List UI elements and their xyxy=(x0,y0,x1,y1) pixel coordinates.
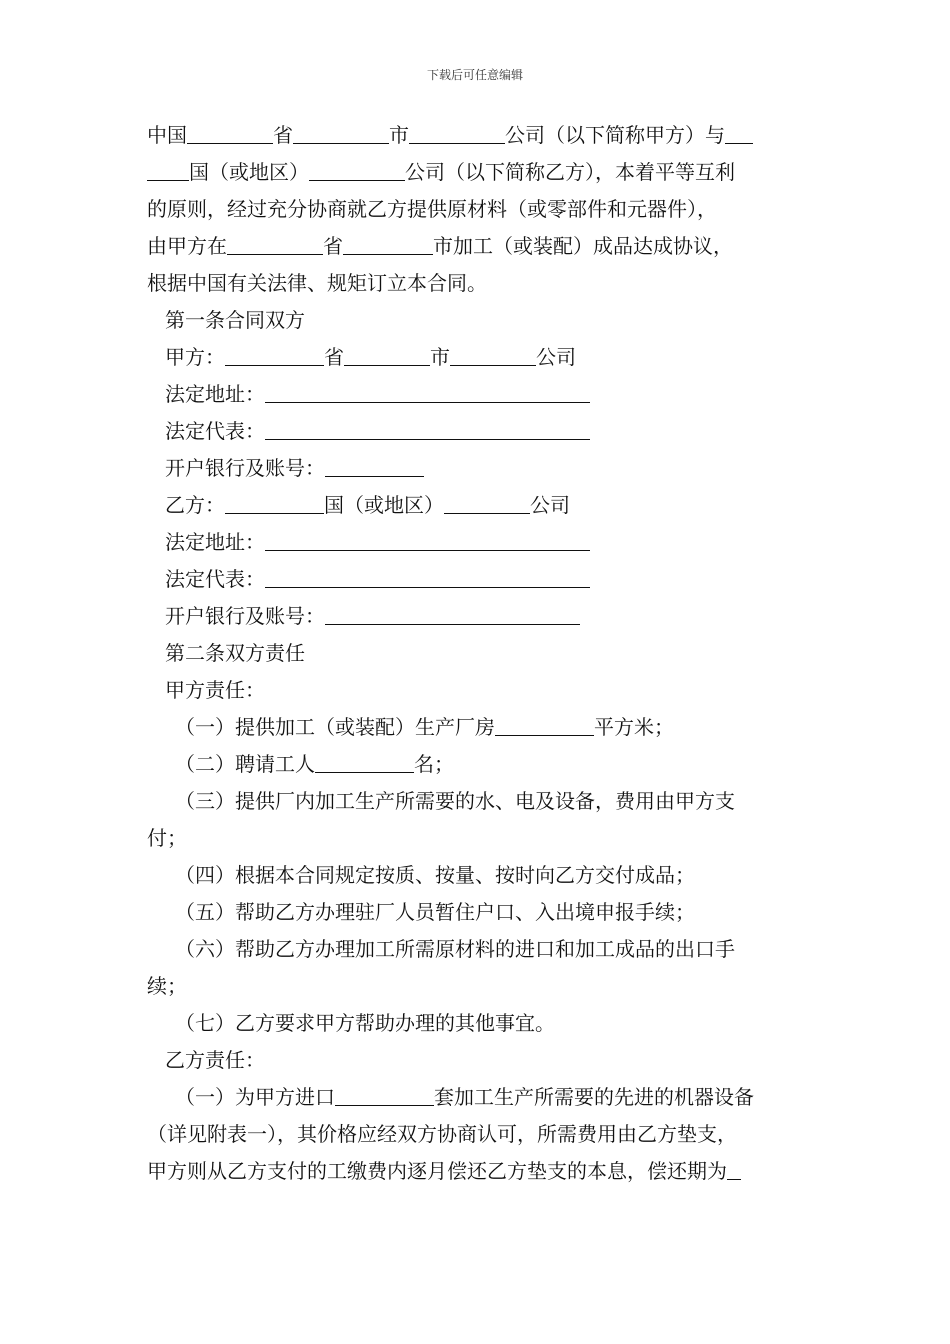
blank-field[interactable] xyxy=(265,532,590,551)
text: （一）提供加工（或装配）生产厂房 xyxy=(175,715,495,739)
text: 省 xyxy=(324,345,344,369)
a-duty-6-line-2: 续； xyxy=(147,974,187,998)
text: 市加工（或装配）成品达成协议， xyxy=(433,234,733,258)
b-duty-1-line-3 xyxy=(147,1153,817,1190)
text: 套加工生产所需要的先进的机器设备 xyxy=(434,1085,754,1109)
text: 平方米； xyxy=(594,715,674,739)
a-duty-4: （四）根据本合同规定按质、按量、按时向乙方交付成品； xyxy=(175,863,695,887)
text: 法定代表： xyxy=(165,567,265,591)
text: 公司 xyxy=(530,493,570,517)
preamble-line-4 xyxy=(147,228,817,265)
party-a-line xyxy=(147,339,817,376)
party-b-bank xyxy=(147,598,817,635)
blank-field[interactable] xyxy=(444,495,530,514)
text: 开户银行及账号： xyxy=(165,456,325,480)
text: 法定地址： xyxy=(165,382,265,406)
blank-field[interactable] xyxy=(265,384,590,403)
blank-field[interactable] xyxy=(343,236,433,255)
text: 市 xyxy=(430,345,450,369)
preamble-line-2 xyxy=(147,154,817,191)
text: （一）为甲方进口 xyxy=(175,1085,335,1109)
text: 公司（以下简称乙方），本着平等互利 xyxy=(405,160,735,184)
text: 中国 xyxy=(147,123,187,147)
blank-field[interactable] xyxy=(325,606,580,625)
party-a-duties-title: 甲方责任： xyxy=(165,678,265,702)
blank-field[interactable] xyxy=(315,754,414,773)
text: 省 xyxy=(273,123,293,147)
blank-field[interactable] xyxy=(727,1161,741,1180)
preamble-line-1 xyxy=(147,117,817,154)
a-duty-7: （七）乙方要求甲方帮助办理的其他事宜。 xyxy=(175,1011,555,1035)
text: 法定代表： xyxy=(165,419,265,443)
preamble-line-3: 的原则，经过充分协商就乙方提供原材料（或零部件和元器件）， xyxy=(147,197,717,221)
text: 市 xyxy=(389,123,409,147)
text: （二）聘请工人 xyxy=(175,752,315,776)
text: 法定地址： xyxy=(165,530,265,554)
text: 国（或地区） xyxy=(324,493,444,517)
blank-field[interactable] xyxy=(450,347,536,366)
page-header: 下载后可任意编辑 xyxy=(426,68,523,82)
text: 国（或地区） xyxy=(189,160,309,184)
party-b-address xyxy=(147,524,817,561)
a-duty-2 xyxy=(147,746,817,783)
blank-field[interactable] xyxy=(309,162,405,181)
blank-field[interactable] xyxy=(293,125,389,144)
blank-field[interactable] xyxy=(227,236,323,255)
blank-field[interactable] xyxy=(265,421,590,440)
article-1-title: 第一条合同双方 xyxy=(165,308,305,332)
blank-field[interactable] xyxy=(335,1087,434,1106)
text: 公司（以下简称甲方）与 xyxy=(505,123,725,147)
a-duty-6-line-1: （六）帮助乙方办理加工所需原材料的进口和加工成品的出口手 xyxy=(175,937,735,961)
blank-field[interactable] xyxy=(725,125,753,144)
a-duty-3-line-2: 付； xyxy=(147,826,187,850)
text: 开户银行及账号： xyxy=(165,604,325,628)
a-duty-3-line-1: （三）提供厂内加工生产所需要的水、电及设备，费用由甲方支 xyxy=(175,789,735,813)
text: 省 xyxy=(323,234,343,258)
b-duty-1-line-1 xyxy=(147,1079,817,1116)
text: 由甲方在 xyxy=(147,234,227,258)
blank-field[interactable] xyxy=(225,347,324,366)
blank-field[interactable] xyxy=(187,125,273,144)
blank-field[interactable] xyxy=(147,162,189,181)
contract-body xyxy=(147,117,817,1190)
a-duty-5: （五）帮助乙方办理驻厂人员暂住户口、入出境申报手续； xyxy=(175,900,695,924)
party-b-representative xyxy=(147,561,817,598)
blank-field[interactable] xyxy=(409,125,505,144)
blank-field[interactable] xyxy=(344,347,430,366)
preamble-line-5: 根据中国有关法律、规矩订立本合同。 xyxy=(147,271,487,295)
party-b-duties-title: 乙方责任： xyxy=(165,1048,265,1072)
text: 乙方： xyxy=(165,493,225,517)
blank-field[interactable] xyxy=(265,569,590,588)
blank-field[interactable] xyxy=(325,458,424,477)
b-duty-1-line-2: （详见附表一），其价格应经双方协商认可，所需费用由乙方垫支， xyxy=(147,1122,737,1146)
party-b-line xyxy=(147,487,817,524)
article-2-title: 第二条双方责任 xyxy=(165,641,305,665)
text: 甲方则从乙方支付的工缴费内逐月偿还乙方垫支的本息，偿还期为 xyxy=(147,1159,727,1183)
text: 甲方： xyxy=(165,345,225,369)
blank-field[interactable] xyxy=(225,495,324,514)
text: 名； xyxy=(414,752,454,776)
party-a-bank xyxy=(147,450,817,487)
a-duty-1 xyxy=(147,709,817,746)
party-a-address xyxy=(147,376,817,413)
party-a-representative xyxy=(147,413,817,450)
blank-field[interactable] xyxy=(495,717,594,736)
text: 公司 xyxy=(536,345,576,369)
